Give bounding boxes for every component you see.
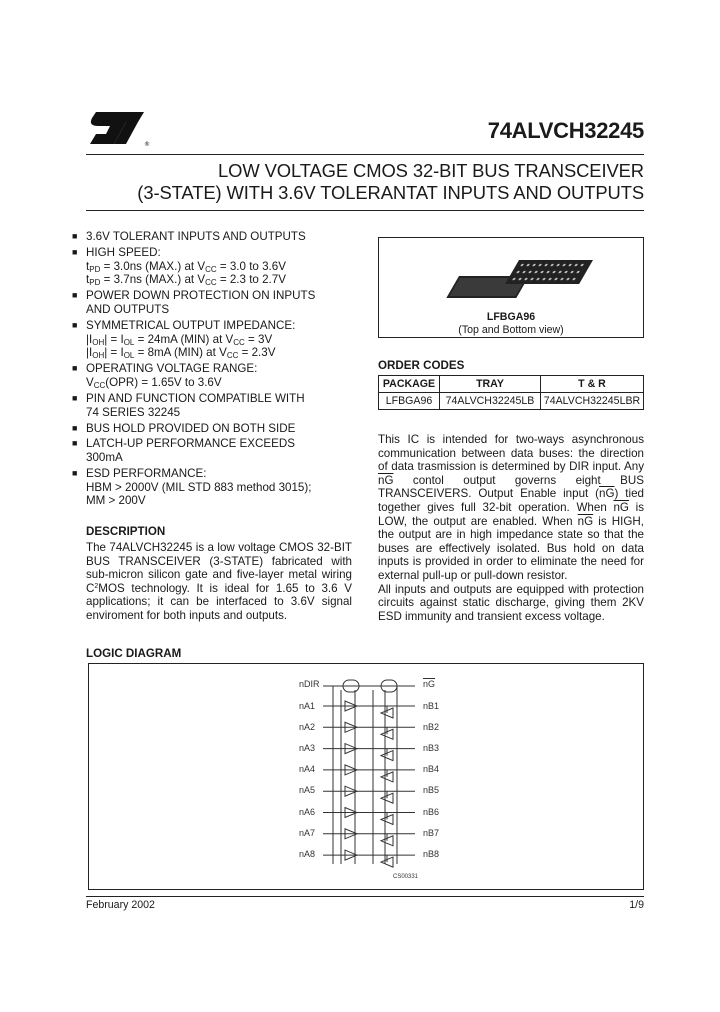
pin-ndir: nDIR: [299, 679, 320, 689]
pin-a6: nA6: [299, 807, 316, 817]
logic-diagram: [89, 664, 643, 889]
col-tray: TRAY: [440, 376, 541, 393]
pin-b2: nB2: [423, 722, 440, 732]
footer-date: February 2002: [86, 899, 155, 911]
description-left: The 74ALVCH32245 is a low voltage CMOS 32-BIT BUS TRANSCEIVER (3-STATE) fabricated with sub-micron silicon gate and five-layer metal wiring $C^2MOS$ technology. It is ideal for 1.65 to 3.6 V applications; it can be interfaced to 3.6V signal enviroment for both inputs and outputs.: [86, 541, 352, 622]
order-codes-table: [378, 375, 644, 410]
pin-b8: nB8: [423, 849, 440, 859]
footer-page: 1/9: [629, 899, 644, 911]
cell-tr: 74ALVCH32245LBR: [541, 393, 644, 410]
title-line-2: (3-STATE) WITH 3.6V TOLERANTAT INPUTS AND OUTPUTS: [137, 182, 644, 203]
package-name: LFBGA96: [486, 311, 536, 323]
feature-1: ■ 3.6V TOLERANT INPUTS AND OUTPUTS: [72, 230, 306, 243]
col-tr: T & R: [541, 376, 644, 393]
logic-diagram-box: [88, 663, 644, 890]
feature-2: ■ HIGH SPEED: $t_{PD} = 3.0ns$ (MAX.) at $V_{CC} = 3.0$ to 3.6V $t_{PD} = 3.7ns$ (MAX.) at $V_{CC} = 2.3$ to 2.7V: [72, 246, 286, 288]
diagram-code: CS00331: [393, 874, 419, 880]
feature-5: ■ OPERATING VOLTAGE RANGE: $V_{CC}(OPR) = 1.65V$ to 3.6V: [72, 362, 258, 390]
cell-tray: 74ALVCH32245LB: [440, 393, 541, 410]
pin-b5: nB5: [423, 785, 440, 795]
pin-a5: nA5: [299, 785, 316, 795]
package-image: [379, 242, 643, 312]
description-heading: DESCRIPTION: [86, 525, 166, 538]
order-codes-heading: ORDER CODES: [378, 359, 465, 372]
pin-b6: nB6: [423, 807, 440, 817]
title-rule: [86, 210, 644, 211]
header-rule: [86, 154, 644, 155]
pin-b4: nB4: [423, 764, 440, 774]
st-logo: [86, 104, 152, 148]
feature-8: ■ LATCH-UP PERFORMANCE EXCEEDS 300mA: [72, 437, 295, 464]
pin-a4: nA4: [299, 764, 316, 774]
feature-6: ■ PIN AND FUNCTION COMPATIBLE WITH 74 SERIES 32245: [72, 392, 305, 419]
package-box: [378, 237, 644, 338]
footer-rule: [86, 896, 644, 897]
description-right: This IC is intended for two-ways asynchronous communication between data buses: the direction of data trasmission is determined by DIR input. Any $\overline{nG}$ contol output governs eight BUS TRANSCEIVERS. Output Enable input $(\overline{nG})$ tied together gives full 32-bit operation. When $\overline{nG}$ is LOW, the output are enabled. When $\overline{nG}$ is HIGH, the output are in high impedance state so that the buses are effectively isolated. Bus hold on data inputs is provided in order to eliminate the need for external pull-up or pull-down resistor. All inputs and outputs are equipped with protection circuits against static discharge, giving them 2KV ESD immunity and transient excess voltage.: [378, 433, 645, 623]
feature-4: ■ SYMMETRICAL OUTPUT IMPEDANCE: $|I_{OH}| = I_{OL} = 24mA$ (MIN) at $V_{CC} = 3V$ $|I_{OH}| = I_{OL} = 8mA$ (MIN) at $V_{CC} = 2.3V$: [72, 319, 296, 361]
pin-b3: nB3: [423, 743, 440, 753]
pin-b1: nB1: [423, 701, 440, 711]
feature-3: ■ POWER DOWN PROTECTION ON INPUTS AND OUTPUTS: [72, 289, 316, 316]
table-row: [379, 393, 644, 410]
package-caption: (Top and Bottom view): [458, 324, 564, 336]
col-package: PACKAGE: [379, 376, 440, 393]
pin-a1: nA1: [299, 701, 316, 711]
pin-a8: nA8: [299, 849, 316, 859]
svg-text:®: ®: [144, 141, 150, 148]
pin-a2: nA2: [299, 722, 316, 732]
logic-diagram-heading: LOGIC DIAGRAM: [86, 647, 182, 660]
pin-a3: nA3: [299, 743, 316, 753]
pin-a7: nA7: [299, 828, 316, 838]
pin-ng: $\overline{nG}$: [423, 679, 436, 689]
title-line-1: LOW VOLTAGE CMOS 32-BIT BUS TRANSCEIVER: [218, 160, 644, 181]
table-header-row: [379, 376, 644, 393]
part-number: 74ALVCH32245: [487, 118, 644, 143]
feature-7: ■ BUS HOLD PROVIDED ON BOTH SIDE: [72, 422, 296, 435]
pin-b7: nB7: [423, 828, 440, 838]
cell-package: LFBGA96: [379, 393, 440, 410]
feature-9: ■ ESD PERFORMANCE: HBM > 2000V (MIL STD 883 method 3015); MM > 200V: [72, 467, 312, 508]
